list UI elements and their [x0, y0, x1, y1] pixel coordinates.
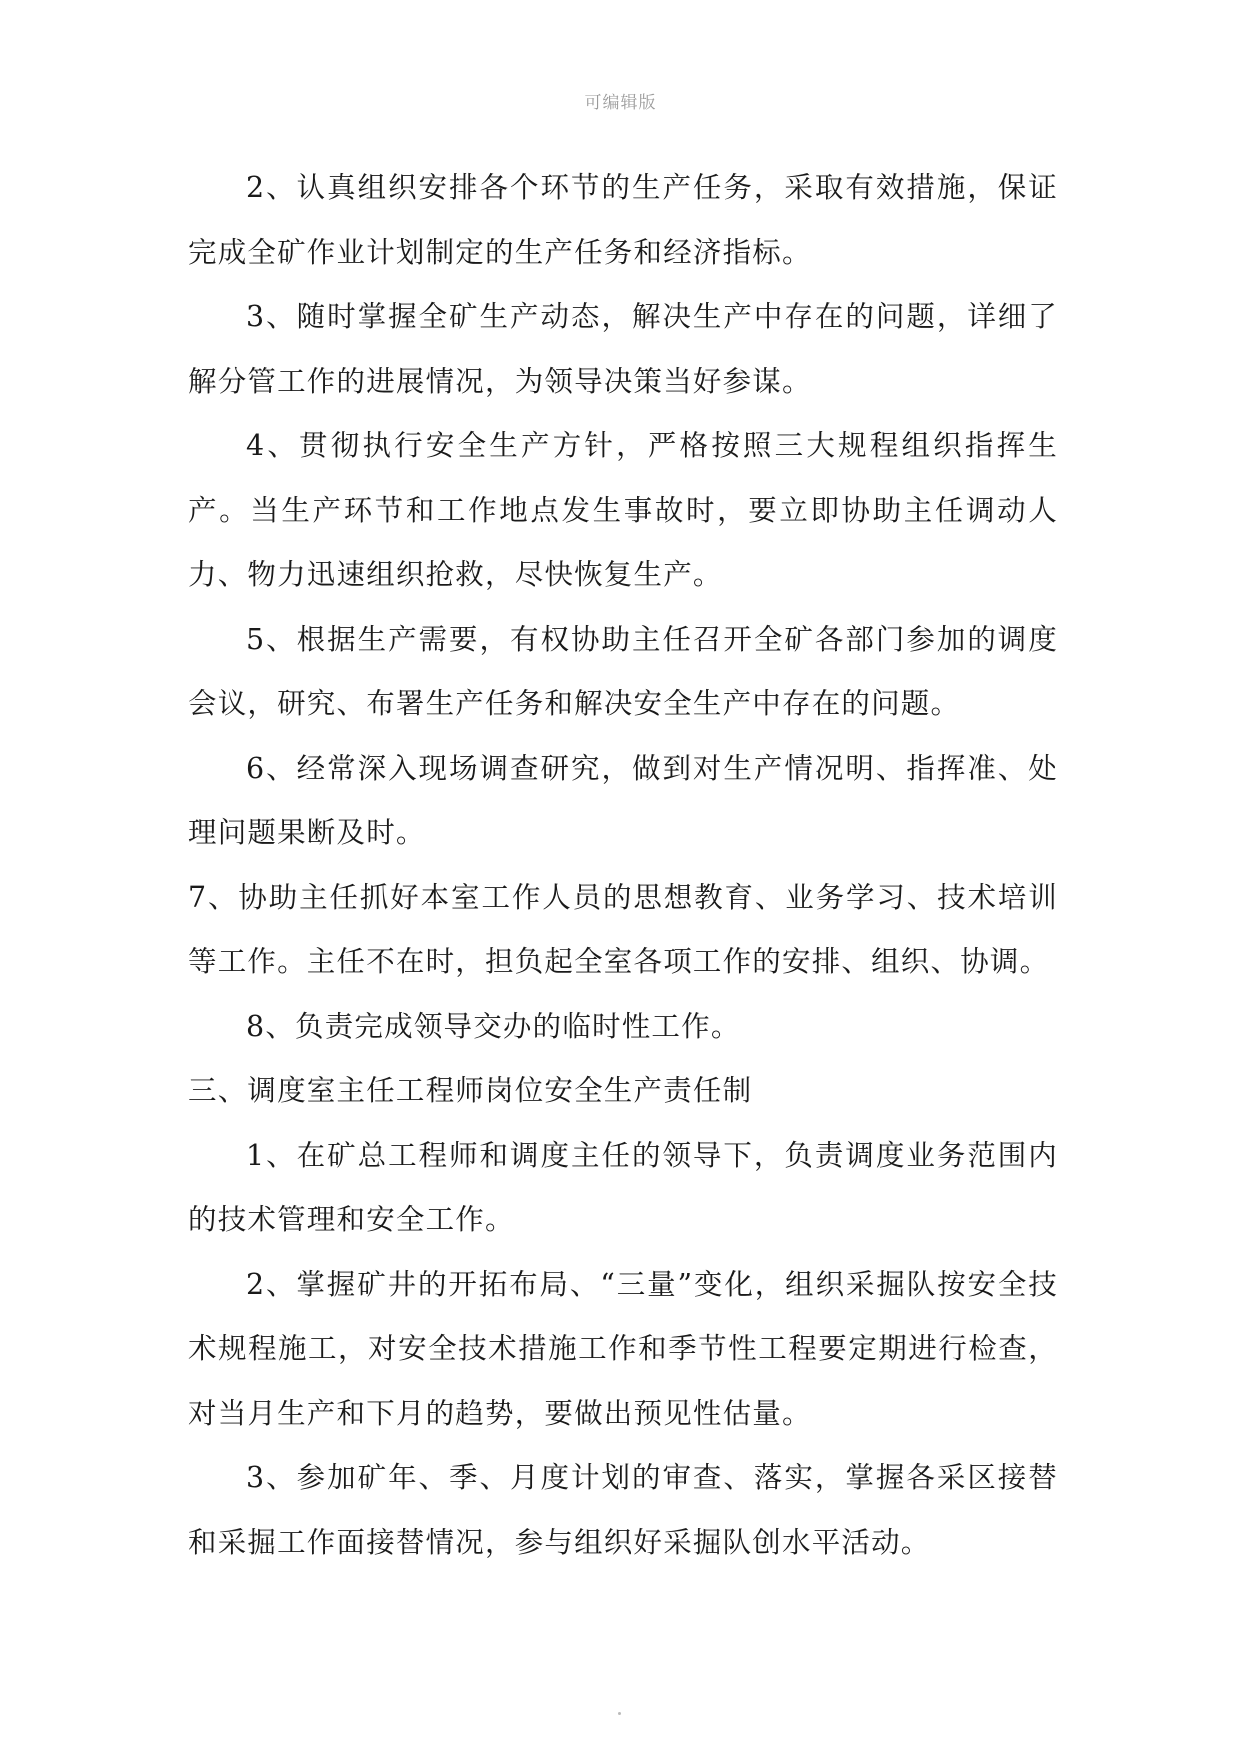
paragraph-item-7: 7、协助主任抓好本室工作人员的思想教育、业务学习、技术培训等工作。主任不在时，担负起全室各项工作的安排、组织、协调。 [188, 880, 1058, 978]
section-heading: 三、调度室主任工程师岗位安全生产责任制 [188, 1074, 753, 1107]
page-header-label: 可编辑版 [584, 93, 657, 113]
paragraph-item-4: 4、贯彻执行安全生产方针，严格按照三大规程组织指挥生产。当生产环节和工作地点发生事故时，要立即协助主任调动人力、物力迅速组织抢救，尽快恢复生产。 [188, 429, 1058, 591]
paragraph-section3-item-2: 2、掌握矿井的开拓布局、“三量”变化，组织采掘队按安全技术规程施工，对安全技术措施工作和季节性工程要定期进行检查，对当月生产和下月的趋势，要做出预见性估量。 [188, 1267, 1058, 1430]
footer-dot [618, 1712, 621, 1715]
paragraph-section3-item-3: 3、参加矿年、季、月度计划的审查、落实，掌握各采区接替和采掘工作面接替情况，参与组织好采掘队创水平活动。 [188, 1461, 1058, 1559]
paragraph-item-5: 5、根据生产需要，有权协助主任召开全矿各部门参加的调度会议，研究、布署生产任务和解决安全生产中存在的问题。 [188, 622, 1058, 720]
paragraph-section3-item-1: 1、在矿总工程师和调度主任的领导下，负责调度业务范围内的技术管理和安全工作。 [188, 1138, 1058, 1236]
paragraph-item-2: 2、认真组织安排各个环节的生产任务，采取有效措施，保证完成全矿作业计划制定的生产任务和经济指标。 [188, 171, 1058, 269]
paragraph-item-8: 8、负责完成领导交办的临时性工作。 [246, 1009, 741, 1043]
document-body [188, 156, 1058, 1575]
paragraph-item-3: 3、随时掌握全矿生产动态，解决生产中存在的问题，详细了解分管工作的进展情况，为领导决策当好参谋。 [188, 300, 1058, 398]
paragraph-item-6: 6、经常深入现场调查研究，做到对生产情况明、指挥准、处理问题果断及时。 [188, 751, 1058, 849]
